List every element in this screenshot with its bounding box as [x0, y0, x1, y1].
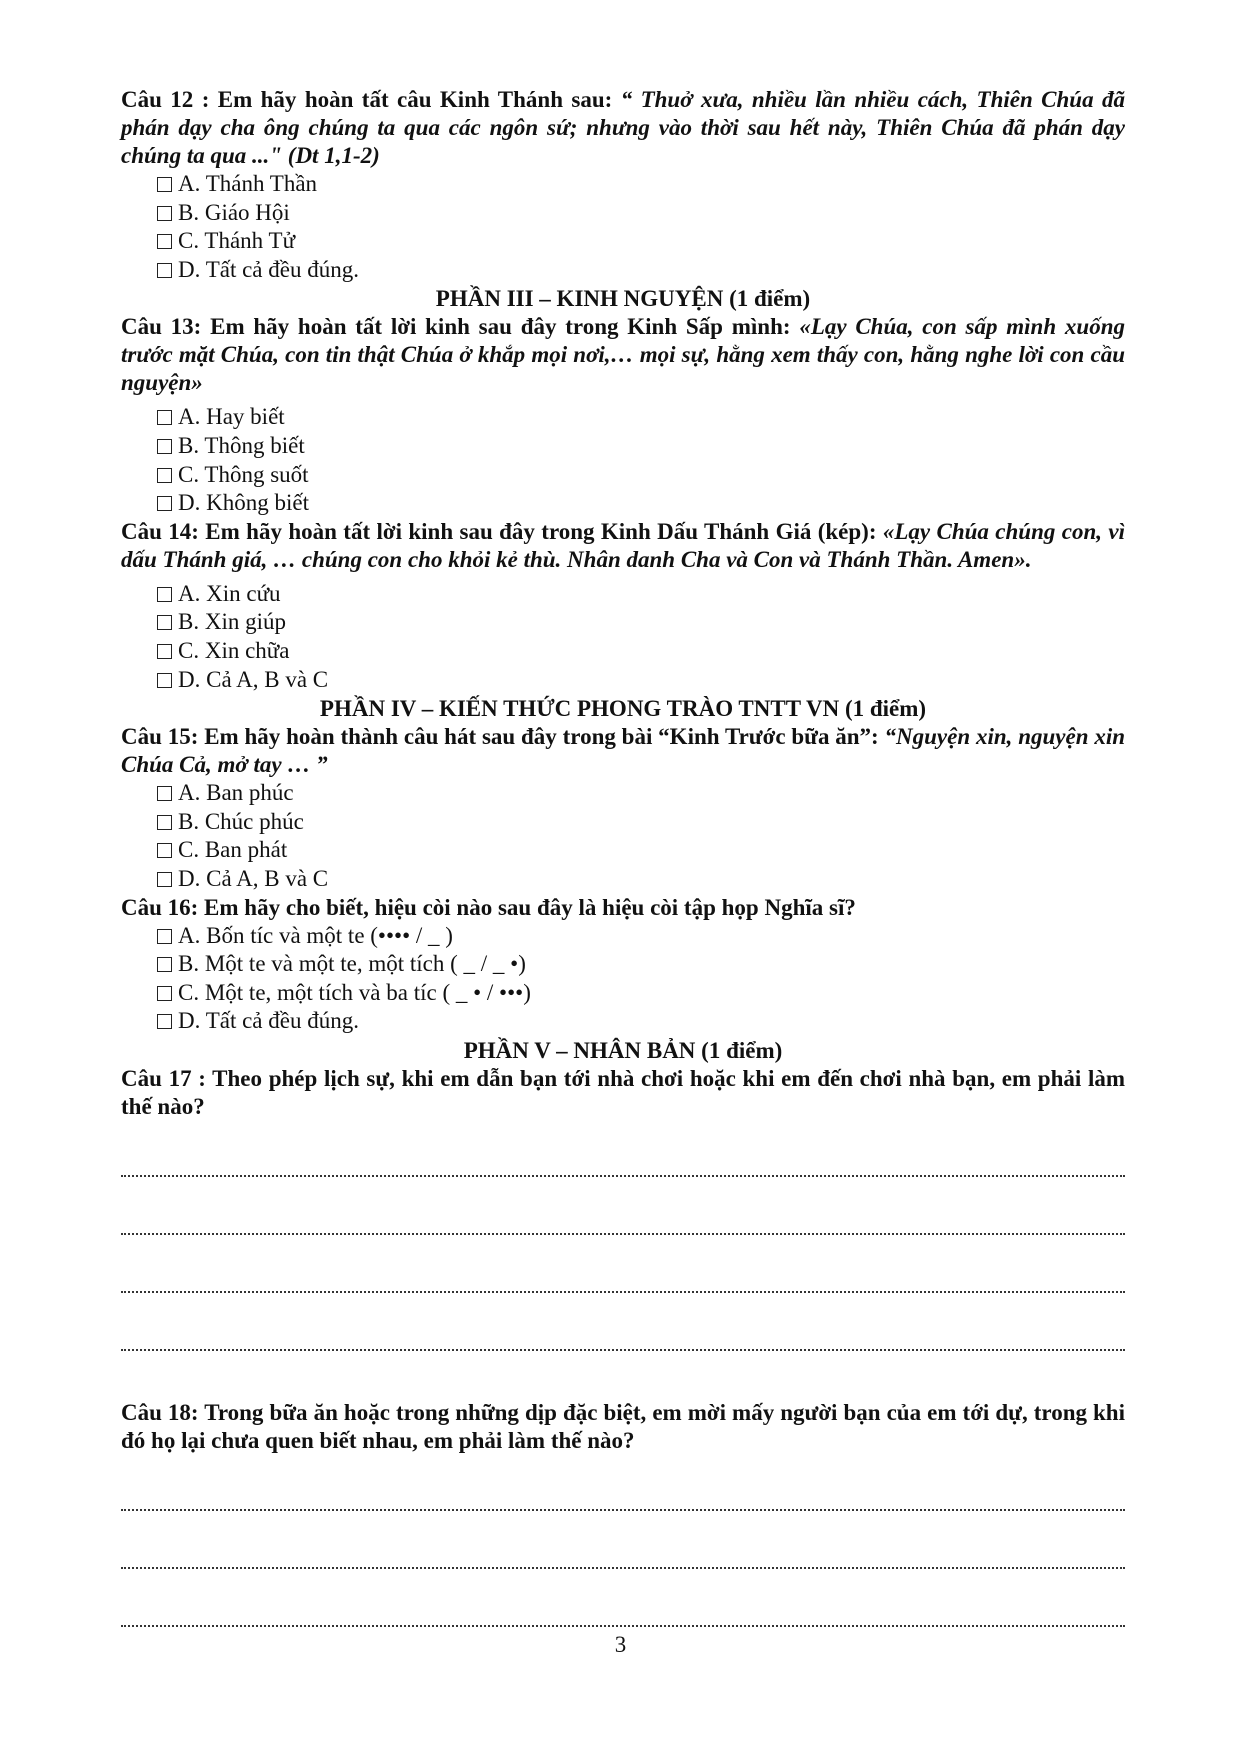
- question-quote: “ Thuở xưa, nhiều lần nhiều cách, Thiên Chúa đã phán dạy cha ông chúng ta qua các ngôn sứ; nhưng vào thời sau hết này, Thiên Chúa đã phán dạy chúng ta qua ..." (Dt 1,1-2): [121, 87, 1125, 168]
- option-label: C. Thông suốt: [178, 461, 309, 487]
- option-12a[interactable]: [157, 170, 1125, 199]
- option-label: B. Xin giúp: [178, 609, 286, 635]
- option-14c[interactable]: [157, 637, 1125, 666]
- option-14d[interactable]: [157, 666, 1125, 695]
- checkbox-icon[interactable]: [157, 786, 172, 801]
- question-text: Câu 12 : Em hãy hoàn tất câu Kinh Thánh sau:: [121, 87, 621, 112]
- question-quote: “Nguyện xin, nguyện xin Chúa Cả, mở tay … ”: [121, 724, 1125, 778]
- question-16: [121, 894, 1125, 922]
- checkbox-icon[interactable]: [157, 986, 172, 1001]
- section-heading-5: PHẦN V – NHÂN BẢN (1 điểm): [463, 1037, 783, 1063]
- checkbox-icon[interactable]: [157, 496, 172, 511]
- checkbox-icon[interactable]: [157, 177, 172, 192]
- option-label: D. Không biết: [178, 490, 309, 516]
- option-15a[interactable]: [157, 779, 1125, 808]
- section-heading-3: PHẦN III – KINH NGUYỆN (1 điểm): [435, 286, 811, 312]
- section-heading-4: PHẦN IV – KIẾN THỨC PHONG TRÀO TNTT VN (1 điểm): [319, 696, 927, 722]
- option-label: A. Thánh Thần: [178, 171, 318, 196]
- option-label: B. Giáo Hội: [178, 199, 290, 225]
- checkbox-icon[interactable]: [157, 587, 172, 602]
- question-text: Câu 13: Em hãy hoàn tất lời kinh sau đây trong Kinh Sấp mình:: [121, 314, 800, 340]
- option-label: D. Cả A, B và C: [178, 666, 329, 692]
- answer-line[interactable]: [121, 1467, 1125, 1525]
- option-16d[interactable]: [157, 1007, 1125, 1036]
- checkbox-icon[interactable]: [157, 263, 172, 278]
- checkbox-icon[interactable]: [157, 815, 172, 830]
- option-label: B. Chúc phúc: [178, 808, 304, 834]
- checkbox-icon[interactable]: [157, 1014, 172, 1029]
- options-12: [157, 170, 1125, 284]
- checkbox-icon[interactable]: [157, 468, 172, 483]
- question-18: [121, 1399, 1125, 1455]
- question-12: [121, 86, 1125, 170]
- checkbox-icon[interactable]: [157, 673, 172, 688]
- option-label: C. Ban phát: [178, 837, 288, 863]
- options-16: [157, 922, 1125, 1036]
- question-text: Câu 18: Trong bữa ăn hoặc trong những dịp đặc biệt, em mời mấy người bạn của em tới dự, trong khi đó họ lại chưa quen biết nhau, em phải làm thế nào?: [121, 1399, 1125, 1453]
- question-text: Câu 16: Em hãy cho biết, hiệu còi nào sau đây là hiệu còi tập họp Nghĩa sĩ?: [121, 894, 856, 920]
- option-13c[interactable]: [157, 461, 1125, 490]
- checkbox-icon[interactable]: [157, 206, 172, 221]
- answer-area-17[interactable]: [121, 1133, 1125, 1365]
- answer-line[interactable]: [121, 1525, 1125, 1583]
- option-14b[interactable]: [157, 608, 1125, 637]
- question-text: Câu 15: Em hãy hoàn thành câu hát sau đây trong bài “Kinh Trước bữa ăn”:: [121, 724, 885, 750]
- option-label: B. Thông biết: [178, 432, 305, 458]
- option-label: C. Thánh Tử: [178, 228, 296, 254]
- option-label: D. Tất cả đều đúng.: [178, 256, 359, 282]
- option-label: D. Tất cả đều đúng.: [178, 1008, 359, 1034]
- option-15d[interactable]: [157, 865, 1125, 894]
- option-12d[interactable]: [157, 256, 1125, 285]
- option-14a[interactable]: [157, 580, 1125, 609]
- question-17: [121, 1065, 1125, 1121]
- option-label: A. Bốn tíc và một te (•••• / _ ): [178, 922, 453, 948]
- checkbox-icon[interactable]: [157, 644, 172, 659]
- answer-line[interactable]: [121, 1133, 1125, 1191]
- option-15b[interactable]: [157, 808, 1125, 837]
- answer-line[interactable]: [121, 1191, 1125, 1249]
- question-14: [121, 518, 1125, 574]
- option-label: C. Xin chữa: [178, 637, 290, 663]
- option-label: A. Ban phúc: [178, 780, 294, 806]
- options-13: [157, 403, 1125, 517]
- options-14: [157, 580, 1125, 694]
- checkbox-icon[interactable]: [157, 872, 172, 887]
- checkbox-icon[interactable]: [157, 957, 172, 972]
- option-13b[interactable]: [157, 432, 1125, 461]
- page-number: 3: [614, 1632, 627, 1657]
- checkbox-icon[interactable]: [157, 929, 172, 944]
- checkbox-icon[interactable]: [157, 234, 172, 249]
- checkbox-icon[interactable]: [157, 843, 172, 858]
- option-13a[interactable]: [157, 403, 1125, 432]
- option-label: A. Hay biết: [178, 404, 285, 430]
- checkbox-icon[interactable]: [157, 410, 172, 425]
- answer-area-18[interactable]: [121, 1467, 1125, 1641]
- checkbox-icon[interactable]: [157, 615, 172, 630]
- checkbox-icon[interactable]: [157, 439, 172, 454]
- option-label: B. Một te và một te, một tích ( _ / _ •): [178, 951, 526, 977]
- question-text: Câu 17 : Theo phép lịch sự, khi em dẫn bạn tới nhà chơi hoặc khi em đến chơi nhà bạn, em phải làm thế nào?: [121, 1065, 1125, 1119]
- question-15: [121, 723, 1125, 779]
- option-label: A. Xin cứu: [178, 580, 281, 606]
- option-15c[interactable]: [157, 836, 1125, 865]
- options-15: [157, 779, 1125, 893]
- exam-page: [121, 86, 1125, 1641]
- question-quote: «Lạy Chúa chúng con, vì dấu Thánh giá, … chúng con cho khỏi kẻ thù. Nhân danh Cha và Con và Thánh Thần. Amen».: [121, 518, 1125, 572]
- option-label: C. Một te, một tích và ba tíc ( _ • / •••): [178, 979, 531, 1005]
- question-text: Câu 14: Em hãy hoàn tất lời kinh sau đây trong Kinh Dấu Thánh Giá (kép):: [121, 518, 883, 544]
- option-16b[interactable]: [157, 950, 1125, 979]
- option-label: D. Cả A, B và C: [178, 865, 329, 891]
- question-quote: «Lạy Chúa, con sấp mình xuống trước mặt Chúa, con tin thật Chúa ở khắp mọi nơi,… mọi sự, hằng xem thấy con, hằng nghe lời con cầu nguyện»: [121, 314, 1125, 396]
- option-12c[interactable]: [157, 227, 1125, 256]
- option-12b[interactable]: [157, 199, 1125, 228]
- question-13: [121, 313, 1125, 397]
- option-16a[interactable]: [157, 922, 1125, 951]
- answer-line[interactable]: [121, 1249, 1125, 1307]
- option-16c[interactable]: [157, 979, 1125, 1008]
- answer-line[interactable]: [121, 1307, 1125, 1365]
- option-13d[interactable]: [157, 489, 1125, 518]
